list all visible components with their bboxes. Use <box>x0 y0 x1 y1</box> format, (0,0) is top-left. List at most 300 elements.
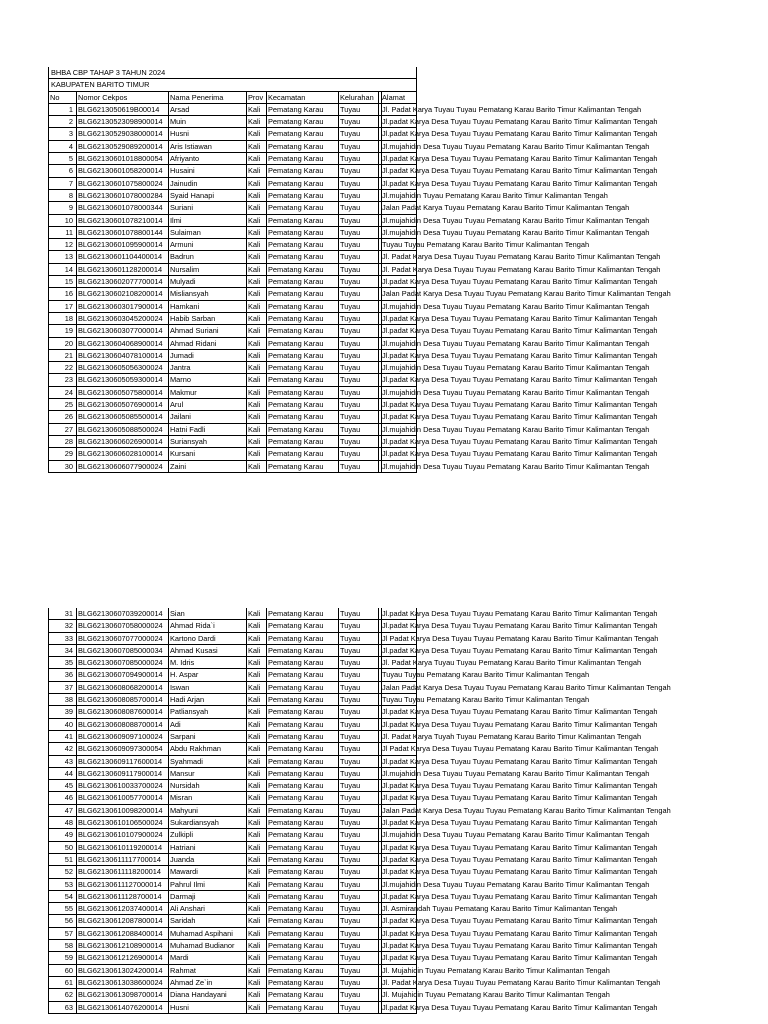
cell-kecamatan: Pematang Karau <box>266 792 338 804</box>
cell-nomor-cekpos: BLG62130607094900014 <box>76 669 168 681</box>
cell-alamat: Jl.padat Karya Desa Tuyau Tuyau Pematang Karau Barito Timur Kalimantan Tengah <box>382 621 658 631</box>
cell-nama-penerima: Suriansyah <box>168 436 246 448</box>
cell-no: 30 <box>48 461 76 473</box>
cell-alamat: Jl.mujahidin Desa Tuyau Tuyau Pematang Karau Barito Timur Kalimantan Tengah <box>382 768 650 778</box>
cell-kelurahan: Tuyau <box>338 620 378 632</box>
cell-nama-penerima: Afriyanto <box>168 153 246 165</box>
cell-kelurahan: Tuyau <box>338 448 378 460</box>
cell-kelurahan: Tuyau <box>338 669 378 681</box>
cell-nomor-cekpos: BLG62130606028100014 <box>76 448 168 460</box>
cell-kecamatan: Pematang Karau <box>266 350 338 362</box>
cell-nama-penerima: Iswan <box>168 682 246 694</box>
cell-kelurahan: Tuyau <box>338 719 378 731</box>
cell-kelurahan: Tuyau <box>338 116 378 128</box>
cell-nama-penerima: Sukardiansyah <box>168 817 246 829</box>
cell-no: 42 <box>48 743 76 755</box>
cell-prov: Kali <box>246 264 266 276</box>
cell-no: 20 <box>48 338 76 350</box>
cell-kecamatan: Pematang Karau <box>266 952 338 964</box>
cell-kecamatan: Pematang Karau <box>266 411 338 423</box>
cell-no: 22 <box>48 362 76 374</box>
cell-no: 17 <box>48 301 76 313</box>
cell-nama-penerima: Muhamad Aspihani <box>168 928 246 940</box>
cell-prov: Kali <box>246 805 266 817</box>
cell-prov: Kali <box>246 657 266 669</box>
cell-prov: Kali <box>246 288 266 300</box>
cell-nama-penerima: Jainudin <box>168 178 246 190</box>
cell-kelurahan: Tuyau <box>338 817 378 829</box>
cell-nomor-cekpos: BLG62130608085700014 <box>76 694 168 706</box>
cell-nama-penerima: Ahmad Ridani <box>168 338 246 350</box>
cell-alamat: Jl.padat Karya Desa Tuyau Tuyau Pematang Karau Barito Timur Kalimantan Tengah <box>382 166 658 176</box>
cell-kelurahan: Tuyau <box>338 325 378 337</box>
cell-kelurahan: Tuyau <box>338 891 378 903</box>
cell-nomor-cekpos: BLG62130601018800054 <box>76 153 168 165</box>
cell-nomor-cekpos: BLG62130608068200014 <box>76 682 168 694</box>
cell-nama-penerima: Ahmad Kusasi <box>168 645 246 657</box>
cell-kecamatan: Pematang Karau <box>266 276 338 288</box>
cell-prov: Kali <box>246 694 266 706</box>
cell-alamat: Jl. Mujahidin Tuyau Pematang Karau Barito Timur Kalimantan Tengah <box>382 965 610 975</box>
cell-kecamatan: Pematang Karau <box>266 657 338 669</box>
cell-nama-penerima: Hamkani <box>168 301 246 313</box>
cell-kelurahan: Tuyau <box>338 239 378 251</box>
cell-prov: Kali <box>246 411 266 423</box>
cell-nomor-cekpos: BLG62130607058000024 <box>76 620 168 632</box>
cell-no: 37 <box>48 682 76 694</box>
sheet-title: BHBA CBP TAHAP 3 TAHUN 2024 <box>48 67 417 79</box>
cell-alamat: Jl.padat Karya Desa Tuyau Tuyau Pematang Karau Barito Timur Kalimantan Tengah <box>382 818 658 828</box>
cell-nama-penerima: Nursalim <box>168 264 246 276</box>
cell-no: 39 <box>48 706 76 718</box>
cell-nomor-cekpos: BLG62130605085500014 <box>76 411 168 423</box>
cell-kelurahan: Tuyau <box>338 264 378 276</box>
cell-nomor-cekpos: BLG62130607085000024 <box>76 657 168 669</box>
cell-prov: Kali <box>246 276 266 288</box>
cell-nomor-cekpos: BLG62130529038000014 <box>76 128 168 140</box>
cell-kelurahan: Tuyau <box>338 461 378 473</box>
cell-kecamatan: Pematang Karau <box>266 620 338 632</box>
cell-alamat: Jl.padat Karya Desa Tuyau Tuyau Pematang Karau Barito Timur Kalimantan Tengah <box>382 436 658 446</box>
cell-no: 55 <box>48 903 76 915</box>
cell-nama-penerima: Arsad <box>168 104 246 116</box>
cell-nama-penerima: Syahmadi <box>168 756 246 768</box>
cell-prov: Kali <box>246 338 266 350</box>
cell-kecamatan: Pematang Karau <box>266 669 338 681</box>
cell-prov: Kali <box>246 1002 266 1014</box>
cell-prov: Kali <box>246 362 266 374</box>
cell-no: 32 <box>48 620 76 632</box>
cell-nomor-cekpos: BLG62130610107900024 <box>76 829 168 841</box>
cell-kecamatan: Pematang Karau <box>266 227 338 239</box>
cell-alamat: Jalan Padat Karya Desa Tuyau Tuyau Pematang Karau Barito Timur Kalimantan Tengah <box>382 805 671 815</box>
cell-nomor-cekpos: BLG62130606077900024 <box>76 461 168 473</box>
cell-no: 51 <box>48 854 76 866</box>
cell-nomor-cekpos: BLG62130610119200014 <box>76 842 168 854</box>
cell-prov: Kali <box>246 952 266 964</box>
cell-kelurahan: Tuyau <box>338 608 378 620</box>
cell-no: 48 <box>48 817 76 829</box>
cell-kecamatan: Pematang Karau <box>266 190 338 202</box>
cell-nomor-cekpos: BLG62130610106500024 <box>76 817 168 829</box>
cell-nama-penerima: Rahmat <box>168 965 246 977</box>
cell-kecamatan: Pematang Karau <box>266 719 338 731</box>
cell-kelurahan: Tuyau <box>338 128 378 140</box>
cell-nomor-cekpos: BLG62130601078000344 <box>76 202 168 214</box>
cell-prov: Kali <box>246 301 266 313</box>
cell-nomor-cekpos: BLG62130609097300054 <box>76 743 168 755</box>
cell-kelurahan: Tuyau <box>338 165 378 177</box>
cell-nama-penerima: Kursani <box>168 448 246 460</box>
cell-nomor-cekpos: BLG62130605075800014 <box>76 387 168 399</box>
header-kelurahan: Kelurahan <box>338 92 378 104</box>
cell-kelurahan: Tuyau <box>338 915 378 927</box>
cell-no: 13 <box>48 251 76 263</box>
cell-kecamatan: Pematang Karau <box>266 805 338 817</box>
cell-nama-penerima: Mardi <box>168 952 246 964</box>
cell-no: 7 <box>48 178 76 190</box>
cell-nomor-cekpos: BLG62130606026900014 <box>76 436 168 448</box>
cell-no: 6 <box>48 165 76 177</box>
cell-nomor-cekpos: BLG62130607039200014 <box>76 608 168 620</box>
cell-alamat: Jl.padat Karya Desa Tuyau Tuyau Pematang Karau Barito Timur Kalimantan Tengah <box>382 117 658 127</box>
cell-alamat: Jl.padat Karya Desa Tuyau Tuyau Pematang Karau Barito Timur Kalimantan Tengah <box>382 941 658 951</box>
cell-prov: Kali <box>246 141 266 153</box>
cell-prov: Kali <box>246 190 266 202</box>
cell-kelurahan: Tuyau <box>338 227 378 239</box>
cell-no: 12 <box>48 239 76 251</box>
cell-no: 47 <box>48 805 76 817</box>
cell-nama-penerima: Diana Handayani <box>168 989 246 1001</box>
cell-nomor-cekpos: BLG62130601075800024 <box>76 178 168 190</box>
cell-alamat: Jl.mujahidin Desa Tuyau Tuyau Pematang Karau Barito Timur Kalimantan Tengah <box>382 387 650 397</box>
cell-kelurahan: Tuyau <box>338 989 378 1001</box>
cell-nomor-cekpos: BLG62130607077000024 <box>76 633 168 645</box>
cell-kecamatan: Pematang Karau <box>266 928 338 940</box>
cell-alamat: Tuyau Tuyau Pematang Karau Barito Timur Kalimantan Tengah <box>382 695 590 705</box>
cell-prov: Kali <box>246 706 266 718</box>
cell-alamat: Jl.padat Karya Desa Tuyau Tuyau Pematang Karau Barito Timur Kalimantan Tengah <box>382 313 658 323</box>
cell-prov: Kali <box>246 731 266 743</box>
cell-no: 40 <box>48 719 76 731</box>
cell-kecamatan: Pematang Karau <box>266 645 338 657</box>
cell-alamat: Jl.padat Karya Desa Tuyau Tuyau Pematang Karau Barito Timur Kalimantan Tengah <box>382 326 658 336</box>
cell-nama-penerima: Zulkipli <box>168 829 246 841</box>
cell-nama-penerima: Ahmad Suriani <box>168 325 246 337</box>
cell-nama-penerima: Juanda <box>168 854 246 866</box>
cell-alamat: Jl.padat Karya Desa Tuyau Tuyau Pematang Karau Barito Timur Kalimantan Tengah <box>382 154 658 164</box>
header-no: No <box>48 92 76 104</box>
cell-alamat: Jl.mujahidin Desa Tuyau Tuyau Pematang Karau Barito Timur Kalimantan Tengah <box>382 461 650 471</box>
cell-prov: Kali <box>246 719 266 731</box>
cell-nomor-cekpos: BLG62130601078000284 <box>76 190 168 202</box>
cell-prov: Kali <box>246 633 266 645</box>
cell-prov: Kali <box>246 424 266 436</box>
cell-kelurahan: Tuyau <box>338 842 378 854</box>
cell-nama-penerima: Saridah <box>168 915 246 927</box>
cell-kecamatan: Pematang Karau <box>266 903 338 915</box>
cell-kelurahan: Tuyau <box>338 694 378 706</box>
cell-alamat: Jl.padat Karya Desa Tuyau Tuyau Pematang Karau Barito Timur Kalimantan Tengah <box>382 645 658 655</box>
cell-nama-penerima: Sarpani <box>168 731 246 743</box>
cell-kelurahan: Tuyau <box>338 731 378 743</box>
cell-nama-penerima: H. Aspar <box>168 669 246 681</box>
cell-kelurahan: Tuyau <box>338 436 378 448</box>
cell-alamat: Jalan Padat Karya Tuyau Pematang Karau Barito Timur Kalimantan Tengah <box>382 203 630 213</box>
cell-alamat: Jl.padat Karya Desa Tuyau Tuyau Pematang Karau Barito Timur Kalimantan Tengah <box>382 756 658 766</box>
cell-nomor-cekpos: BLG62130609097100024 <box>76 731 168 743</box>
cell-alamat: Jalan Padat Karya Desa Tuyau Tuyau Pematang Karau Barito Timur Kalimantan Tengah <box>382 289 671 299</box>
cell-alamat: Tuyau Tuyau Pematang Karau Barito Timur Kalimantan Tengah <box>382 670 590 680</box>
cell-alamat: Jl. Padat Karya Desa Tuyau Tuyau Pematang Karau Barito Timur Kalimantan Tengah <box>382 264 661 274</box>
cell-kelurahan: Tuyau <box>338 141 378 153</box>
cell-prov: Kali <box>246 903 266 915</box>
cell-nomor-cekpos: BLG62130611128700014 <box>76 891 168 903</box>
cell-nomor-cekpos: BLG62130603017900014 <box>76 301 168 313</box>
cell-no: 29 <box>48 448 76 460</box>
cell-prov: Kali <box>246 128 266 140</box>
cell-prov: Kali <box>246 866 266 878</box>
cell-alamat: Jl.padat Karya Desa Tuyau Tuyau Pematang Karau Barito Timur Kalimantan Tengah <box>382 129 658 139</box>
cell-alamat: Jl.padat Karya Desa Tuyau Tuyau Pematang Karau Barito Timur Kalimantan Tengah <box>382 928 658 938</box>
cell-prov: Kali <box>246 669 266 681</box>
cell-nomor-cekpos: BLG62130604068900014 <box>76 338 168 350</box>
cell-prov: Kali <box>246 608 266 620</box>
cell-kelurahan: Tuyau <box>338 743 378 755</box>
cell-prov: Kali <box>246 792 266 804</box>
cell-kecamatan: Pematang Karau <box>266 706 338 718</box>
cell-kecamatan: Pematang Karau <box>266 1002 338 1014</box>
cell-kelurahan: Tuyau <box>338 682 378 694</box>
cell-nama-penerima: Syaid Hanapi <box>168 190 246 202</box>
cell-nama-penerima: Husni <box>168 128 246 140</box>
cell-prov: Kali <box>246 965 266 977</box>
cell-alamat: Jl.padat Karya Desa Tuyau Tuyau Pematang Karau Barito Timur Kalimantan Tengah <box>382 350 658 360</box>
cell-kecamatan: Pematang Karau <box>266 165 338 177</box>
cell-prov: Kali <box>246 165 266 177</box>
cell-kecamatan: Pematang Karau <box>266 448 338 460</box>
cell-nama-penerima: Misran <box>168 792 246 804</box>
cell-no: 24 <box>48 387 76 399</box>
cell-no: 60 <box>48 965 76 977</box>
cell-prov: Kali <box>246 227 266 239</box>
cell-prov: Kali <box>246 743 266 755</box>
cell-prov: Kali <box>246 928 266 940</box>
cell-alamat: Jl. Asmirandah Tuyau Pematang Karau Barito Timur Kalimantan Tengah <box>382 904 618 914</box>
cell-kelurahan: Tuyau <box>338 338 378 350</box>
cell-kecamatan: Pematang Karau <box>266 866 338 878</box>
cell-kecamatan: Pematang Karau <box>266 915 338 927</box>
cell-nomor-cekpos: BLG62130602077700014 <box>76 276 168 288</box>
cell-kelurahan: Tuyau <box>338 965 378 977</box>
cell-nomor-cekpos: BLG62130613024200014 <box>76 965 168 977</box>
cell-alamat: Jl. Padat Karya Tuyah Tuyau Pematang Karau Barito Timur Kalimantan Tengah <box>382 731 642 741</box>
cell-kelurahan: Tuyau <box>338 866 378 878</box>
cell-kelurahan: Tuyau <box>338 215 378 227</box>
cell-nama-penerima: Marno <box>168 374 246 386</box>
cell-nomor-cekpos: BLG62130605056300024 <box>76 362 168 374</box>
cell-no: 25 <box>48 399 76 411</box>
cell-kelurahan: Tuyau <box>338 104 378 116</box>
cell-kecamatan: Pematang Karau <box>266 694 338 706</box>
cell-alamat: Jl.padat Karya Desa Tuyau Tuyau Pematang Karau Barito Timur Kalimantan Tengah <box>382 953 658 963</box>
cell-no: 15 <box>48 276 76 288</box>
cell-alamat: Jl.padat Karya Desa Tuyau Tuyau Pematang Karau Barito Timur Kalimantan Tengah <box>382 793 658 803</box>
cell-kecamatan: Pematang Karau <box>266 768 338 780</box>
cell-no: 2 <box>48 116 76 128</box>
cell-nomor-cekpos: BLG62130612087800014 <box>76 915 168 927</box>
cell-kecamatan: Pematang Karau <box>266 891 338 903</box>
cell-nomor-cekpos: BLG62130601095900014 <box>76 239 168 251</box>
cell-nomor-cekpos: BLG62130609117900014 <box>76 768 168 780</box>
cell-nama-penerima: Jantra <box>168 362 246 374</box>
cell-kelurahan: Tuyau <box>338 940 378 952</box>
cell-kecamatan: Pematang Karau <box>266 756 338 768</box>
cell-no: 3 <box>48 128 76 140</box>
cell-kelurahan: Tuyau <box>338 903 378 915</box>
cell-no: 21 <box>48 350 76 362</box>
cell-kelurahan: Tuyau <box>338 645 378 657</box>
cell-prov: Kali <box>246 448 266 460</box>
cell-nama-penerima: Kartono Dardi <box>168 633 246 645</box>
cell-alamat: Jl.mujahidin Desa Tuyau Tuyau Pematang Karau Barito Timur Kalimantan Tengah <box>382 301 650 311</box>
cell-no: 27 <box>48 424 76 436</box>
cell-no: 36 <box>48 669 76 681</box>
cell-kecamatan: Pematang Karau <box>266 461 338 473</box>
cell-kelurahan: Tuyau <box>338 202 378 214</box>
cell-prov: Kali <box>246 104 266 116</box>
cell-no: 14 <box>48 264 76 276</box>
cell-nama-penerima: Patliansyah <box>168 706 246 718</box>
cell-kecamatan: Pematang Karau <box>266 202 338 214</box>
cell-nama-penerima: Misliansyah <box>168 288 246 300</box>
cell-nama-penerima: Abdu Rakhman <box>168 743 246 755</box>
cell-kecamatan: Pematang Karau <box>266 104 338 116</box>
cell-prov: Kali <box>246 768 266 780</box>
cell-nama-penerima: Pahrul Ilmi <box>168 879 246 891</box>
cell-nomor-cekpos: BLG62130604078100014 <box>76 350 168 362</box>
cell-alamat: Jl.padat Karya Desa Tuyau Tuyau Pematang Karau Barito Timur Kalimantan Tengah <box>382 412 658 422</box>
sheet-subtitle: KABUPATEN BARITO TIMUR <box>48 79 417 91</box>
cell-alamat: Jl. Padat Karya Tuyau Tuyau Pematang Karau Barito Timur Kalimantan Tengah <box>382 658 642 668</box>
cell-alamat: Jl.padat Karya Desa Tuyau Tuyau Pematang Karau Barito Timur Kalimantan Tengah <box>382 891 658 901</box>
cell-nama-penerima: Arul <box>168 399 246 411</box>
cell-nama-penerima: Ahmad Ze`in <box>168 977 246 989</box>
cell-nomor-cekpos: BLG62130601078800144 <box>76 227 168 239</box>
cell-prov: Kali <box>246 940 266 952</box>
cell-nomor-cekpos: BLG62130610098200014 <box>76 805 168 817</box>
cell-nama-penerima: Hatni Fadli <box>168 424 246 436</box>
cell-kelurahan: Tuyau <box>338 276 378 288</box>
cell-nomor-cekpos: BLG62130605076900014 <box>76 399 168 411</box>
cell-nama-penerima: Makmur <box>168 387 246 399</box>
cell-nama-penerima: Ahmad Rida`i <box>168 620 246 632</box>
cell-nama-penerima: Ilmi <box>168 215 246 227</box>
cell-no: 5 <box>48 153 76 165</box>
cell-alamat: Jl.padat Karya Desa Tuyau Tuyau Pematang Karau Barito Timur Kalimantan Tengah <box>382 719 658 729</box>
cell-prov: Kali <box>246 756 266 768</box>
cell-nomor-cekpos: BLG62130601104400014 <box>76 251 168 263</box>
cell-kecamatan: Pematang Karau <box>266 362 338 374</box>
cell-nama-penerima: Hatriani <box>168 842 246 854</box>
cell-kecamatan: Pematang Karau <box>266 940 338 952</box>
cell-alamat: Jl. Padat Karya Desa Tuyau Tuyau Pematang Karau Barito Timur Kalimantan Tengah <box>382 252 661 262</box>
cell-kelurahan: Tuyau <box>338 829 378 841</box>
cell-no: 45 <box>48 780 76 792</box>
cell-no: 62 <box>48 989 76 1001</box>
cell-prov: Kali <box>246 891 266 903</box>
cell-kelurahan: Tuyau <box>338 792 378 804</box>
cell-no: 56 <box>48 915 76 927</box>
cell-no: 33 <box>48 633 76 645</box>
cell-kecamatan: Pematang Karau <box>266 731 338 743</box>
cell-kecamatan: Pematang Karau <box>266 608 338 620</box>
cell-nomor-cekpos: BLG62130607085000034 <box>76 645 168 657</box>
cell-no: 16 <box>48 288 76 300</box>
header-alamat: Alamat <box>382 92 406 102</box>
header-nomor-cekpos: Nomor Cekpos <box>76 92 168 104</box>
cell-nomor-cekpos: BLG62130605088500024 <box>76 424 168 436</box>
cell-kelurahan: Tuyau <box>338 424 378 436</box>
cell-kelurahan: Tuyau <box>338 399 378 411</box>
cell-kelurahan: Tuyau <box>338 780 378 792</box>
cell-nama-penerima: Aris Istiawan <box>168 141 246 153</box>
cell-no: 10 <box>48 215 76 227</box>
cell-no: 4 <box>48 141 76 153</box>
cell-prov: Kali <box>246 313 266 325</box>
cell-nomor-cekpos: BLG62130610033700024 <box>76 780 168 792</box>
cell-alamat: Jl. Padat Karya Desa Tuyau Tuyau Pematang Karau Barito Timur Kalimantan Tengah <box>382 977 661 987</box>
cell-kelurahan: Tuyau <box>338 190 378 202</box>
cell-kelurahan: Tuyau <box>338 178 378 190</box>
cell-no: 28 <box>48 436 76 448</box>
cell-no: 44 <box>48 768 76 780</box>
cell-kecamatan: Pematang Karau <box>266 251 338 263</box>
header-nama-penerima: Nama Penerima <box>168 92 246 104</box>
cell-prov: Kali <box>246 682 266 694</box>
cell-alamat: Jl.mujahidin Desa Tuyau Tuyau Pematang Karau Barito Timur Kalimantan Tengah <box>382 338 650 348</box>
cell-no: 59 <box>48 952 76 964</box>
cell-prov: Kali <box>246 387 266 399</box>
cell-nomor-cekpos: BLG62130612108900014 <box>76 940 168 952</box>
cell-kecamatan: Pematang Karau <box>266 215 338 227</box>
cell-no: 46 <box>48 792 76 804</box>
cell-nama-penerima: Sian <box>168 608 246 620</box>
cell-kecamatan: Pematang Karau <box>266 264 338 276</box>
cell-alamat: Jl.padat Karya Desa Tuyau Tuyau Pematang Karau Barito Timur Kalimantan Tengah <box>382 867 658 877</box>
cell-nama-penerima: Nursidah <box>168 780 246 792</box>
header-prov: Prov <box>246 92 266 104</box>
cell-nama-penerima: Darmaji <box>168 891 246 903</box>
cell-nomor-cekpos: BLG62130611118200014 <box>76 866 168 878</box>
cell-alamat: Jl.padat Karya Desa Tuyau Tuyau Pematang Karau Barito Timur Kalimantan Tengah <box>382 842 658 852</box>
cell-kecamatan: Pematang Karau <box>266 633 338 645</box>
cell-nomor-cekpos: BLG62130612088400014 <box>76 928 168 940</box>
cell-nomor-cekpos: BLG62130613038600024 <box>76 977 168 989</box>
cell-alamat: Jl.padat Karya Desa Tuyau Tuyau Pematang Karau Barito Timur Kalimantan Tengah <box>382 854 658 864</box>
cell-nomor-cekpos: BLG62130608088700014 <box>76 719 168 731</box>
cell-nomor-cekpos: BLG62130613098700014 <box>76 989 168 1001</box>
cell-kelurahan: Tuyau <box>338 657 378 669</box>
cell-kelurahan: Tuyau <box>338 706 378 718</box>
cell-no: 23 <box>48 374 76 386</box>
cell-nomor-cekpos: BLG62130611117700014 <box>76 854 168 866</box>
cell-nomor-cekpos: BLG62130601128200014 <box>76 264 168 276</box>
cell-kecamatan: Pematang Karau <box>266 313 338 325</box>
cell-kelurahan: Tuyau <box>338 805 378 817</box>
cell-kecamatan: Pematang Karau <box>266 965 338 977</box>
cell-no: 11 <box>48 227 76 239</box>
